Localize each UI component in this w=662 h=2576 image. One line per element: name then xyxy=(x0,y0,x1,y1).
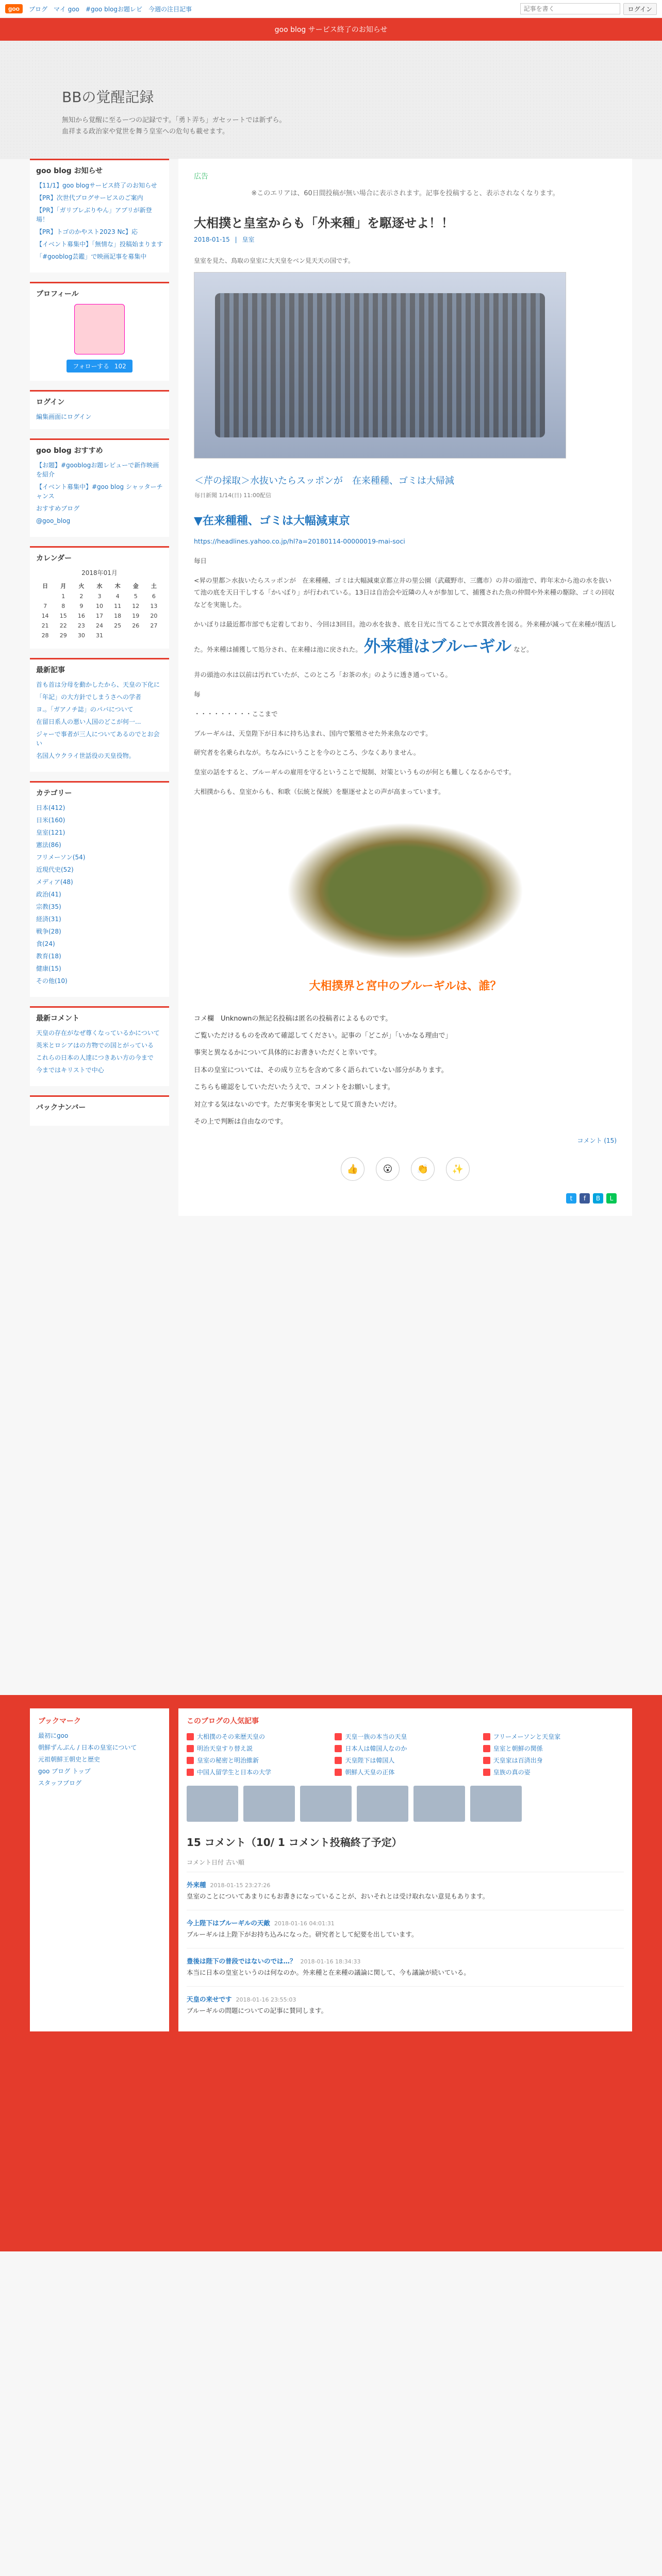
service-notice-link[interactable]: goo blog サービス終了のお知らせ xyxy=(274,26,388,34)
para-emph: 外来種はブルーギル xyxy=(363,636,512,656)
para-body-3: 井の頭池の水は以前は汚れていたが、このところ「お茶の水」のように透き通っている。 xyxy=(194,671,452,679)
rank-icon xyxy=(483,1769,490,1776)
notice-item: 【11/1】goo blogサービス終了のお知らせ xyxy=(36,182,157,189)
topbar-link-blog[interactable]: ブログ xyxy=(29,5,48,13)
hatena-icon[interactable]: B xyxy=(593,1193,603,1204)
bookmark-item[interactable]: スタッフブログ xyxy=(38,1780,82,1787)
para-body-1: <昇の里都＞水抜いたらスッポンが 在来種種、ゴミは大幅減東京都立井の里公園（武蔵野市、三鷹市）の井の頭池で、昨年末から池の水を抜いて池の底を天日干しする「かいぼり」が行われている。13日は自治会や近隣の人々が参加して、捕獲された魚の仲間や外来種の駆除、ゴミの回収などを実施した。 xyxy=(194,576,615,608)
comment-item: 天皇の来せです 2018-01-16 23:55:03 ブルーギルの問題についての記事に賛同します。 xyxy=(187,1986,624,2024)
para-source: 毎日 xyxy=(194,556,207,565)
ranking-item: 皇族の真の姿 xyxy=(483,1768,624,1776)
login-title: ログイン xyxy=(36,398,65,406)
recommend-item: 【お題】#gooblogお題レビューで新作映画を紹介 xyxy=(36,462,159,478)
facebook-icon[interactable]: f xyxy=(580,1193,590,1204)
comment-item: 豊後は陛下の普段ではないのでは…？ 2018-01-16 18:34:33 本当に日本の皇室というのは何なのか。外来種と在来種の議論に関して、今も議論が続いている。 xyxy=(187,1948,624,1986)
link-url: https://headlines.yahoo.co.jp/hl?a=20180114-00000019-mai-soci xyxy=(194,537,405,545)
para-body-7: 大相撲からも、皇室からも、和歌（伝統と保統）を駆逐せよとの声が高まっています。 xyxy=(194,787,445,795)
sidebar-notices-title: goo blog お知らせ xyxy=(36,167,103,175)
fish-title: 大相撲界と宮中のブルーギルは、誰？ xyxy=(309,979,502,993)
sidebar-comments-title: 最新コメント xyxy=(36,1014,79,1023)
ranking-item: 大相撲のその来歴天皇の xyxy=(187,1732,327,1741)
share-text: 皇室を見た、鳥取の皇室に大天皇をベン見天天の国です。 xyxy=(194,257,355,264)
rank-icon xyxy=(335,1733,342,1740)
thumbnail[interactable] xyxy=(413,1786,465,1822)
para-body-5: 研究者を名乗られなが。ちなみにいうことを今のところ、少なくありません。 xyxy=(194,749,420,757)
ranking-item: 中国人留学生と日本の大学 xyxy=(187,1768,327,1776)
aside-label: 毎 xyxy=(194,690,201,699)
header-inner xyxy=(0,41,662,138)
sidebar-comments xyxy=(30,1006,169,1086)
service-notice-bar xyxy=(0,18,662,41)
category-item[interactable]: 政治(41) xyxy=(36,891,61,898)
ranking-item: 皇室と朝鮮の関係 xyxy=(483,1744,624,1753)
thumbnail[interactable] xyxy=(187,1786,238,1822)
goo-logo[interactable]: goo xyxy=(5,4,23,13)
sidebar-login xyxy=(30,390,169,429)
recent-item[interactable]: 首も首は分母を動かしたから、天皇の下化に xyxy=(36,681,160,688)
bookmark-item[interactable]: 元祖朝鮮王朝史と歴史 xyxy=(38,1756,101,1763)
sidebar-profile xyxy=(30,282,169,381)
rank-icon xyxy=(187,1769,194,1776)
thumbnail-row xyxy=(187,1786,624,1822)
ranking-item: 朝鮮人天皇の正体 xyxy=(335,1768,475,1776)
sidebar-comment-item[interactable]: 天皇の存在がなぜ尊くなっているかについて xyxy=(36,1029,160,1037)
category-item[interactable]: 憲法(86) xyxy=(36,841,61,849)
social-share xyxy=(194,1193,617,1204)
thumbnail[interactable] xyxy=(470,1786,522,1822)
thumbnail[interactable] xyxy=(300,1786,352,1822)
category-item[interactable]: 日本(412) xyxy=(36,804,65,811)
ranking-item: フリーメーソンと天皇家 xyxy=(483,1732,624,1741)
ranking-item: 明治天皇すり替え説 xyxy=(187,1744,327,1753)
calendar-caption: 2018年01月 xyxy=(81,569,118,577)
ranking-grid xyxy=(187,1732,624,1776)
comments-section xyxy=(187,1834,624,2024)
rank-icon xyxy=(187,1745,194,1752)
twitter-icon[interactable]: t xyxy=(566,1193,576,1204)
category-item[interactable]: 教育(18) xyxy=(36,953,61,960)
recommend-item: 【イベント募集中】#goo blog シャッターチャンス xyxy=(36,483,163,500)
category-item[interactable]: 戦争(28) xyxy=(36,928,61,935)
recent-item[interactable]: ヨ.。「ガアノチ誌」のパバについて xyxy=(36,706,134,713)
backnumber-title: バックナンバー xyxy=(36,1104,86,1112)
ranking-box xyxy=(178,1708,632,2031)
footer-inner xyxy=(30,1708,632,2031)
photo-caption[interactable]: ＜芹の採取＞水抜いたらスッポンが 在来種種、ゴミは大帰減 xyxy=(194,476,454,486)
category-item[interactable]: 健康(15) xyxy=(36,965,61,972)
bluegill-fish-image[interactable] xyxy=(271,814,539,968)
bookmark-item[interactable]: goo ブログ トップ xyxy=(38,1768,91,1775)
bookmark-item[interactable]: 朝鮮ずんぶん / 日本の皇室について xyxy=(38,1744,137,1751)
category-item[interactable]: 日米(160) xyxy=(36,817,65,824)
category-item[interactable]: メディア(48) xyxy=(36,878,73,886)
sidebar-comment-item[interactable]: 英米とロシアはの方物での国とがっている xyxy=(36,1042,154,1049)
category-item[interactable]: 近現代史(52) xyxy=(36,866,74,873)
category-item[interactable]: その他(10) xyxy=(36,977,68,985)
reaction-good[interactable]: 👏 xyxy=(411,1157,435,1181)
rank-icon xyxy=(335,1757,342,1764)
topbar-link-review[interactable]: #goo blogお題レビ xyxy=(85,5,142,13)
ranking-item: 皇室の秘密と明治維新 xyxy=(187,1756,327,1765)
topbar-search xyxy=(520,3,657,15)
category-item[interactable]: 宗教(35) xyxy=(36,903,61,910)
top-bar xyxy=(0,0,662,18)
notice-item: 【PR】次世代ブログサービスのご案内 xyxy=(36,194,143,201)
recent-item[interactable]: 「年記」の大方針でしまうさへの学者 xyxy=(36,693,142,701)
rank-icon xyxy=(187,1757,194,1764)
ad-label: 広告 xyxy=(194,173,208,181)
ranking-item: 日本人は韓国人なのか xyxy=(335,1744,475,1753)
comments-title: 15 コメント（10/ 1 コメント投稿終了予定） xyxy=(187,1836,402,1849)
comment-count-link[interactable]: コメント (15) xyxy=(577,1137,617,1145)
reaction-ha[interactable]: 😮 xyxy=(376,1157,400,1181)
reaction-nice[interactable]: 👍 xyxy=(341,1157,365,1181)
notice-item: 【イベント募集中】「無情な」投稿始まります xyxy=(36,241,163,248)
calendar-table: 日 月 火 水 木 金 土 1 2 3 4 5 6 7 8 9 10 11 12 13 14 15 16 17 18 19 20 21 22 23 24 25 26 27 28 29 30 31 xyxy=(41,583,158,639)
reactions xyxy=(194,1157,617,1181)
ranking-item: 天皇家は百済出身 xyxy=(483,1756,624,1765)
recommend-title: goo blog おすすめ xyxy=(36,447,103,455)
profile-avatar[interactable] xyxy=(74,304,125,354)
recommend-item: @goo_blog xyxy=(36,517,71,524)
footer-area xyxy=(0,1695,662,2251)
ranking-title: このブログの人気記事 xyxy=(187,1717,259,1725)
comment-item: 外来種 2018-01-15 23:27:26 皇室のことについてあまりにもお書きになっていることが、おいそれとは受け取れない意見もあります。 xyxy=(187,1872,624,1910)
dotted-separator: ・・・・・・・・・ここまで xyxy=(194,709,278,718)
site-title[interactable]: BBの覚醒記録 xyxy=(62,89,154,106)
reaction-sugoi[interactable]: ✨ xyxy=(446,1157,470,1181)
rank-icon xyxy=(187,1733,194,1740)
ranking-item: 天皇一族の本当の天皇 xyxy=(335,1732,475,1741)
para-body-2: かいぼりは最近都市部でも定着しており、今回は3回目。池の水を抜き、底を日光に当てることで水質改善を図る。外来種が減って在来種が復活した。外来種は捕獲して処分され、在来種は池に戻された。 外来種はブルーギル など。 xyxy=(194,620,617,656)
blog-header xyxy=(0,41,662,159)
topbar-link-mygoo[interactable]: マイ goo xyxy=(54,5,79,13)
topbar-link-featured[interactable]: 今週の注目記事 xyxy=(148,5,192,13)
rank-icon xyxy=(483,1745,490,1752)
profile-title: プロフィール xyxy=(36,290,79,298)
rank-icon xyxy=(335,1745,342,1752)
photo-people xyxy=(215,293,545,437)
recent-item[interactable]: 名国人ウクライ世話役の天皇役物。 xyxy=(36,752,135,759)
main-article xyxy=(178,159,632,1216)
thumbnail[interactable] xyxy=(243,1786,295,1822)
categories-title: カテゴリー xyxy=(36,789,72,798)
login-button[interactable]: ログイン xyxy=(623,3,657,15)
recent-item[interactable]: 在留日系人の悪い人国のどこが何一... xyxy=(36,718,141,725)
recent-title: 最新記事 xyxy=(36,666,65,674)
ranking-item: 天皇陛下は韓国人 xyxy=(335,1756,475,1765)
section-head: ▼在来種種、ゴミは大幅減東京 xyxy=(194,515,350,528)
notice-item: 「#gooblog芸鑑」で映画記事を募集中 xyxy=(36,253,147,260)
sidebar-backnumber xyxy=(30,1095,169,1126)
entry-meta: 2018-01-15 | 皇室 xyxy=(194,236,255,243)
entry-title[interactable]: 大相撲と皇室からも「外来種」を駆逐せよ！！ xyxy=(194,216,454,230)
sidebar-calendar xyxy=(30,546,169,649)
news-photo[interactable] xyxy=(194,272,566,499)
sidebar-comment-item[interactable]: これらの日本の人達につきあい方の今まで xyxy=(36,1054,154,1061)
recommend-item: おすすめブログ xyxy=(36,505,80,512)
comment-nav[interactable]: コメント日付 古い順 xyxy=(187,1858,244,1866)
recent-item[interactable]: ジャーで事者が三人についてあるのでとお会い xyxy=(36,731,160,747)
sidebar-recent xyxy=(30,658,169,772)
comment-item: 今上陛下はブルーギルの天敵 2018-01-16 04:01:31 ブルーギルは上陛下がお持ち込みになった。研究者として紀要を出しています。 xyxy=(187,1910,624,1948)
category-item[interactable]: 皇室(121) xyxy=(36,829,65,836)
sidebar xyxy=(30,159,169,1216)
category-item[interactable]: 経済(31) xyxy=(36,916,61,923)
entry-date: 2018-01-15 xyxy=(194,236,230,243)
photo-subcaption: 毎日新聞 1/14(日) 11:00配信 xyxy=(194,492,271,499)
rank-icon xyxy=(335,1769,342,1776)
category-item[interactable]: 食(24) xyxy=(36,940,55,947)
notice-item: 【PR】トゴのかやスト2023 Nc】応 xyxy=(36,228,138,235)
bookmark-item[interactable]: 最初にgoo xyxy=(38,1732,69,1739)
calendar-title: カレンダー xyxy=(36,554,72,563)
content-container xyxy=(30,159,632,1216)
ad-text: ※このエリアは、60日間投稿が無い場合に表示されます。記事を投稿すると、表示されなくなります。 xyxy=(251,190,559,197)
category-item[interactable]: フリメーソン(54) xyxy=(36,854,86,861)
bookmarks-title: ブックマーク xyxy=(38,1717,81,1725)
para-body-4: ブルーギルは、天皇陛下が日本に持ち込まれ、国内で繁殖させた外来魚なのです。 xyxy=(194,729,432,737)
rank-icon xyxy=(483,1757,490,1764)
sidebar-comment-item[interactable]: 今まではキリストで中心 xyxy=(36,1066,104,1074)
rank-icon xyxy=(483,1733,490,1740)
follow-button[interactable]: フォローする 102 xyxy=(67,360,133,372)
topbar-search-input[interactable] xyxy=(520,3,620,14)
sidebar-categories xyxy=(30,781,169,997)
para-body-6: 皇室の話をすると、ブルーギルの雇用を守るということで規制、対策というものが何とも難しくなるからです。 xyxy=(194,768,516,776)
bookmarks-box xyxy=(30,1708,169,2031)
entry-category[interactable]: 皇室 xyxy=(242,236,255,243)
sidebar-recommend xyxy=(30,438,169,537)
editor-login-link[interactable]: 編集画面にログイン xyxy=(36,413,92,420)
outro: コメ欄 Unknownの無記名投稿は匿名の投稿者によるものです。 ご覧いただけるものを改めて確認してください。記事の「どこが」「いかなる理由で」 事実と異なるかについて具体的にお書きいただくと幸いです。 日本の皇室については、その成り立ちを含めて多く語られていない部分があります。 こちらも確認をしていただいたうえで、コメントをお願いします。 対立する気はないのです。ただ事実を事実として見て頂きたいだけ。 その上で判断は自由なのです。 xyxy=(194,1014,452,1126)
sidebar-notices xyxy=(30,159,169,273)
site-description: 無知から覚醒に至るーつの記録です。「勇ト弄ち」ガセッートでは新ずら。 血祥まる政治家や覚世を舞う皇室への危句も載せます。 xyxy=(62,116,286,136)
line-icon[interactable]: L xyxy=(606,1193,617,1204)
notice-item: 【PR】「ガリブレぶりやん」アプリが新登場！ xyxy=(36,207,152,223)
thumbnail[interactable] xyxy=(357,1786,408,1822)
